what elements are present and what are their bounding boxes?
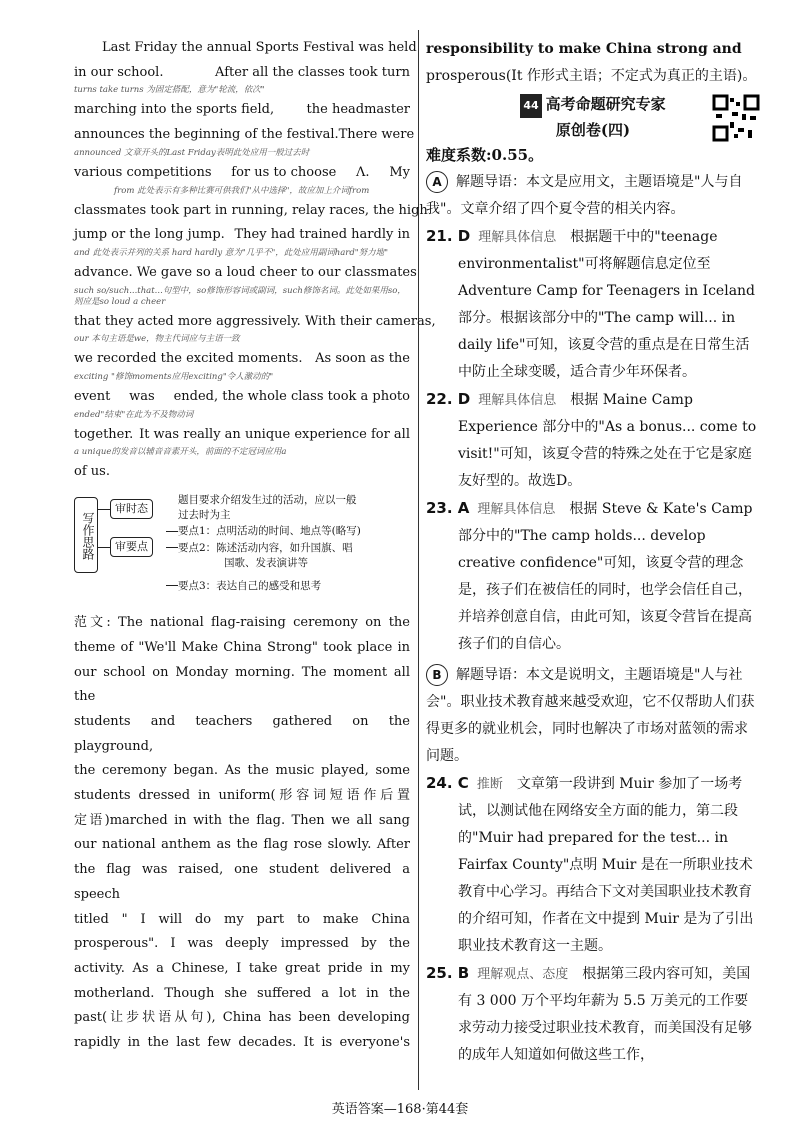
right-column (426, 36, 760, 1069)
model-line: the flag was raised, one student delivered a speech (74, 862, 410, 902)
essay-line: together. It was really an unique experience for all (74, 426, 410, 442)
model-line: the ceremony began. As the music played, some (74, 763, 410, 779)
answer-item (426, 495, 760, 658)
essay-line: that they acted more aggressively. With their cameras, (74, 313, 436, 329)
diagram-point-3: 要点3：表达自己的感受和思考 (178, 580, 322, 593)
essay-correction (74, 36, 436, 485)
model-line: rapidly in the last few decades. It is everyone's (74, 1035, 410, 1051)
section-b-intro: B 解题导语：本文是说明文，主题语境是"人与社会"。职业技术教育越来越受欢迎，它不仅帮助人们获得更多的就业机会，同时也解决了市场对蓝领的需求问题。 (426, 662, 760, 770)
answer-number: 25. B (426, 964, 470, 982)
answer-item (426, 960, 760, 1069)
correction-note: a unique的发音以辅音音素开头，前面的不定冠词应用a (74, 447, 287, 458)
answer-explanation: 根据题干中的"teenage environmentalist"可将解题信息定位至 Adventure Camp for Teenagers in Iceland 部分。根据该部分中的"The camp will... in daily life"可知，该夏令营的重点是在日常生活中防止全球变暖，适合青少年环保者。 (458, 229, 756, 380)
essay-line: in our school. After all the classes took turn (74, 64, 410, 80)
diagram-point-1: 要点1：点明活动的时间、地点等(略写) (178, 525, 361, 538)
column-divider (418, 30, 419, 1090)
answer-item (426, 223, 760, 386)
answer-explanation: 根据第三段内容可知，美国有 3 000 万个平均年薪为 5.5 万美元的工作要求劳动力接受过职业技术教育，而美国没有足够的成年人知道如何做这些工作， (458, 966, 752, 1063)
test-title-2: 原创卷(四) (555, 121, 631, 139)
answer-number: 23. A (426, 499, 470, 517)
correction-note: our 本句主语是we，物主代词应与主语一致 (74, 334, 240, 345)
model-line: our school on Monday morning. The moment all the (74, 664, 410, 705)
model-line: students and teachers gathered on the playground, (74, 713, 410, 754)
essay-line: advance. We gave so a loud cheer to our classmates (74, 264, 417, 280)
continuation-line-2: prosperous(It 作形式主语；不定式为真正的主语)。 (426, 68, 757, 84)
essay-line: jump or the long jump. They had trained hardly in (74, 227, 410, 243)
question-type: 理解观点、态度 (477, 967, 569, 982)
answers-part-a (426, 223, 760, 658)
answer-item (426, 770, 760, 960)
test-title-1: 高考命题研究专家 (545, 95, 666, 113)
model-line: activity. As a Chinese, I take great pride in my (74, 960, 410, 976)
section-a-intro: A 解题导语：本文是应用文，主题语境是"人与自我"。文章介绍了四个夏令营的相关内容。 (426, 169, 760, 223)
answer-number: 24. C (426, 774, 469, 792)
question-type: 理解具体信息 (477, 502, 556, 517)
test-number-badge: 44 (520, 94, 541, 118)
model-essay (74, 611, 410, 1056)
test-title-block (426, 92, 760, 142)
question-type: 理解具体信息 (478, 230, 557, 245)
model-line: 范文: The national flag-raising ceremony on the (74, 615, 410, 631)
essay-line: event was ended, the whole class took a photo (74, 389, 410, 405)
essay-line: announces the beginning of the festival. There were (74, 127, 415, 143)
diagram-point-2b: 国歌、发表演讲等 (224, 557, 308, 570)
model-line: our national anthem as the flag rose slowly. After (74, 837, 410, 853)
model-line: titled " I will do my part to make China (74, 911, 410, 927)
correction-note: ended"结束"在此为不及物动词 (74, 409, 194, 420)
model-line: past(让步状语从句), China has been developing (74, 1010, 410, 1026)
correction-note: exciting "修饰moments应用exciting"令人激动的" (74, 372, 274, 383)
model-line: prosperous". I was deeply impressed by the (74, 936, 410, 952)
essay-line: of us. (74, 464, 110, 480)
answer-explanation: 根据 Maine Camp Experience 部分中的"As a bonus... come to visit!"可知，该夏令营的特殊之处在于它是家庭友好型的。故选D。 (458, 392, 757, 489)
answer-explanation: 根据 Steve & Kate's Camp 部分中的"The camp holds... develop creative confidence"可知，该夏令营的理念是，孩子们在被信任的同时，也学会信任自己，并培养创意自信，由此可知，该夏令营旨在提高孩子们的自信心。 (458, 501, 753, 652)
correction-note: from 此处表示有多种比赛可供我们"从中选择"，故应加上介词from (114, 185, 370, 196)
essay-line: we recorded the excited moments. As soon as the (74, 351, 410, 367)
essay-line: various competitions for us to choose Λ. My (74, 164, 410, 180)
answer-explanation: 文章第一段讲到 Muir 参加了一场考试，以测试他在网络安全方面的能力，第二段的"Muir had prepared for the test... in Fairfax County"点明 Muir 是在一所职业技术教育中心学习。再结合下文对美国职业技术教育的介绍可知，作者在文中提到 Muir 是为了引出职业技术教育这一主题。 (458, 776, 754, 954)
model-line: students dressed in uniform(形容词短语作后置 (74, 788, 410, 804)
diagram-box-tense: 审时态 (110, 499, 153, 519)
answer-item (426, 386, 760, 495)
diagram-main-box: 写作思路 (74, 497, 98, 573)
page-footer: 英语答案—168·第44套 (331, 1102, 469, 1117)
essay-line: classmates took part in running, relay races, the high (74, 202, 428, 218)
answers-part-b (426, 770, 760, 1069)
diagram-point-2a: 要点2：陈述活动内容，如升国旗、唱 (178, 542, 353, 555)
continuation-line-1: responsibility to make China strong and (426, 41, 742, 57)
question-type: 推断 (476, 777, 503, 792)
correction-note: turns take turns 为固定搭配，意为"轮流，依次" (74, 85, 265, 96)
qr-code-icon (712, 94, 760, 142)
essay-line: marching into the sports field, the headmaster (74, 102, 410, 118)
model-line: motherland. Though she suffered a lot in the (74, 985, 410, 1001)
model-line: theme of "We'll Make China Strong" took place in (74, 639, 410, 655)
correction-note: and 此处表示并列的关系 hard hardly 意为"几乎不"，此处应用副词hard"努力地" (74, 247, 389, 258)
question-type: 理解具体信息 (478, 393, 557, 408)
diagram-tense-text-2: 过去时为主 (178, 509, 231, 522)
correction-note: announced 文章开头的Last Friday表明此处应用一般过去时 (74, 147, 310, 158)
section-a-mark: A (426, 171, 448, 193)
answer-number: 22. D (426, 390, 471, 408)
diagram-box-points: 审要点 (110, 537, 153, 557)
writing-outline-diagram (74, 491, 410, 607)
section-b-mark: B (426, 664, 448, 686)
difficulty-label: 难度系数:0.55。 (426, 146, 544, 164)
correction-note: such so/such...that...句型中，so修饰形容词或副词，such修饰名词。此处如果用so，则应是so loud a cheer (74, 285, 406, 307)
diagram-tense-text-1: 题目要求介绍发生过的活动，应以一般 (178, 494, 357, 507)
answer-number: 21. D (426, 227, 471, 245)
model-line: 定语)marched in with the flag. Then we all sang (74, 812, 410, 828)
essay-line: Last Friday the annual Sports Festival was held (102, 40, 417, 55)
left-column (74, 36, 436, 1056)
